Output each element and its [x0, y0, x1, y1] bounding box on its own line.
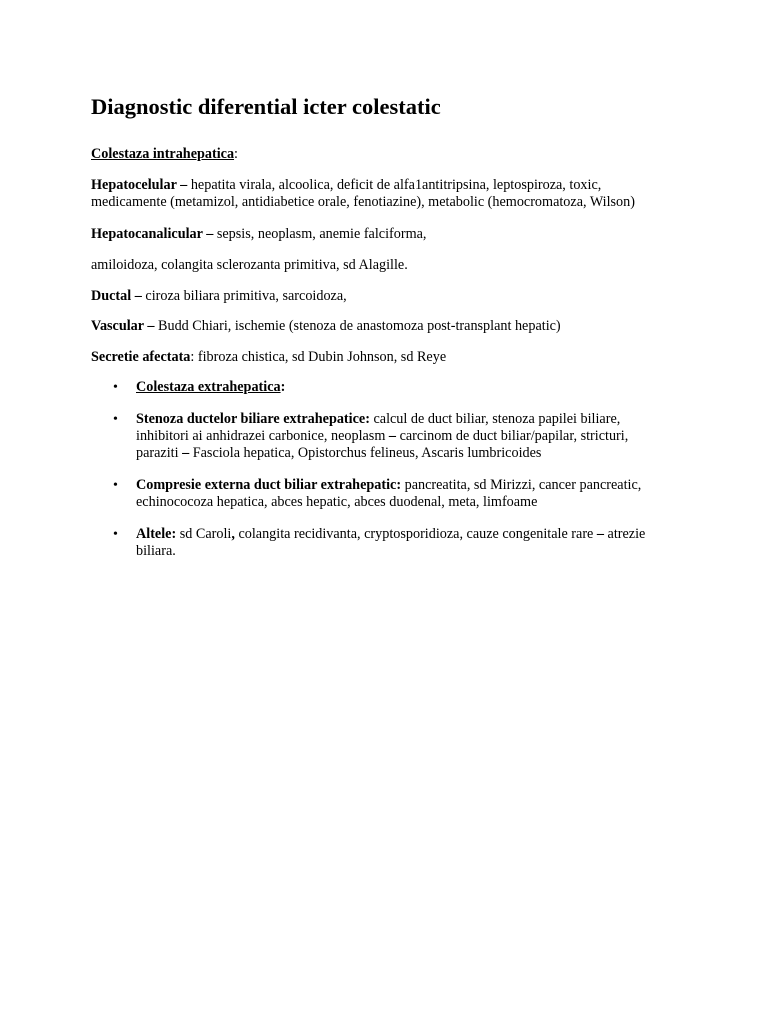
- secretie-label: Secretie afectata: [91, 349, 191, 365]
- stenoza-text-2a: inhibitori ai anhidrazei carbonice, neoplasm: [136, 428, 389, 444]
- intrahepatic-heading-colon: :: [234, 146, 238, 162]
- stenoza-line-1: [136, 411, 620, 429]
- stenoza-dash-2: –: [182, 445, 190, 461]
- stenoza-text-3b: Fasciola hepatica, Opistorchus felineus, Ascaris lumbricoides: [189, 445, 542, 461]
- stenoza-text-3a: paraziti: [136, 445, 183, 461]
- ductal-text: ciroza biliara primitiva, sarcoidoza,: [141, 288, 347, 304]
- altele-text-1b: colangita recidivanta, cryptosporidioza, cauze congenitale rare: [234, 526, 597, 542]
- altele-text-1c: atrezie: [604, 526, 646, 542]
- bullet-altele: •: [113, 527, 118, 542]
- secretie-text: : fibroza chistica, sd Dubin Johnson, sd Reye: [190, 349, 447, 365]
- stenoza-text-2b: carcinom de duct biliar/papilar, stricturi,: [396, 428, 629, 444]
- extrahepatic-heading-colon: :: [280, 379, 286, 395]
- extrahepatic-heading: Colestaza extrahepatica: [136, 379, 281, 395]
- hepatocelular-line-2: medicamente (metamizol, antidiabetice orale, fenotiazine), metabolic (hemocromatoza, Wilson): [91, 194, 635, 210]
- stenoza-dash-1: –: [388, 428, 397, 444]
- hepatocanalicular-line-2: amiloidoza, colangita sclerozanta primitiva, sd Alagille.: [91, 257, 408, 273]
- compresie-line-1: [136, 477, 641, 495]
- compresie-text-1: pancreatita, sd Mirizzi, cancer pancreatic,: [401, 477, 642, 493]
- vascular-label: Vascular –: [91, 318, 155, 334]
- ductal-line: [91, 288, 347, 306]
- hepatocelular-text-1: hepatita virala, alcoolica, deficit de alfa1antitripsina, leptospiroza, toxic,: [187, 177, 602, 193]
- compresie-label: Compresie externa duct biliar extrahepatic:: [136, 477, 402, 493]
- stenoza-line-3: [136, 445, 541, 463]
- hepatocanalicular-line-1: [91, 226, 426, 244]
- bullet-stenoza: •: [113, 412, 118, 427]
- compresie-line-2: echinococoza hepatica, abces hepatic, abces duodenal, meta, limfoame: [136, 494, 538, 510]
- secretie-line: [91, 349, 446, 367]
- stenoza-line-2: [136, 428, 628, 446]
- hepatocanalicular-text-1: sepsis, neoplasm, anemie falciforma,: [213, 226, 427, 242]
- hepatocelular-line-1: [91, 177, 601, 195]
- stenoza-label: Stenoza ductelor biliare extrahepatice:: [136, 411, 370, 427]
- altele-text-1a: sd Caroli: [176, 526, 232, 542]
- bullet-extrahepatic: •: [113, 380, 118, 395]
- extrahepatic-heading-line: [136, 379, 285, 397]
- hepatocelular-label: Hepatocelular –: [91, 177, 188, 193]
- hepatocanalicular-label: Hepatocanalicular –: [91, 226, 214, 242]
- altele-line-1: [136, 526, 645, 544]
- altele-comma: ,: [231, 526, 235, 542]
- vascular-text: Budd Chiari, ischemie (stenoza de anastomoza post-transplant hepatic): [154, 318, 561, 334]
- vascular-line: [91, 318, 561, 336]
- bullet-compresie: •: [113, 478, 118, 493]
- ductal-label: Ductal –: [91, 288, 142, 304]
- stenoza-text-1: calcul de duct biliar, stenoza papilei biliare,: [369, 411, 621, 427]
- document-title: Diagnostic diferential icter colestatic: [91, 94, 441, 119]
- altele-label: Altele:: [136, 526, 177, 542]
- intrahepatic-heading-line: [91, 146, 238, 164]
- altele-dash: –: [596, 526, 604, 542]
- altele-line-2: biliara.: [136, 543, 176, 559]
- intrahepatic-heading: Colestaza intrahepatica: [91, 146, 235, 162]
